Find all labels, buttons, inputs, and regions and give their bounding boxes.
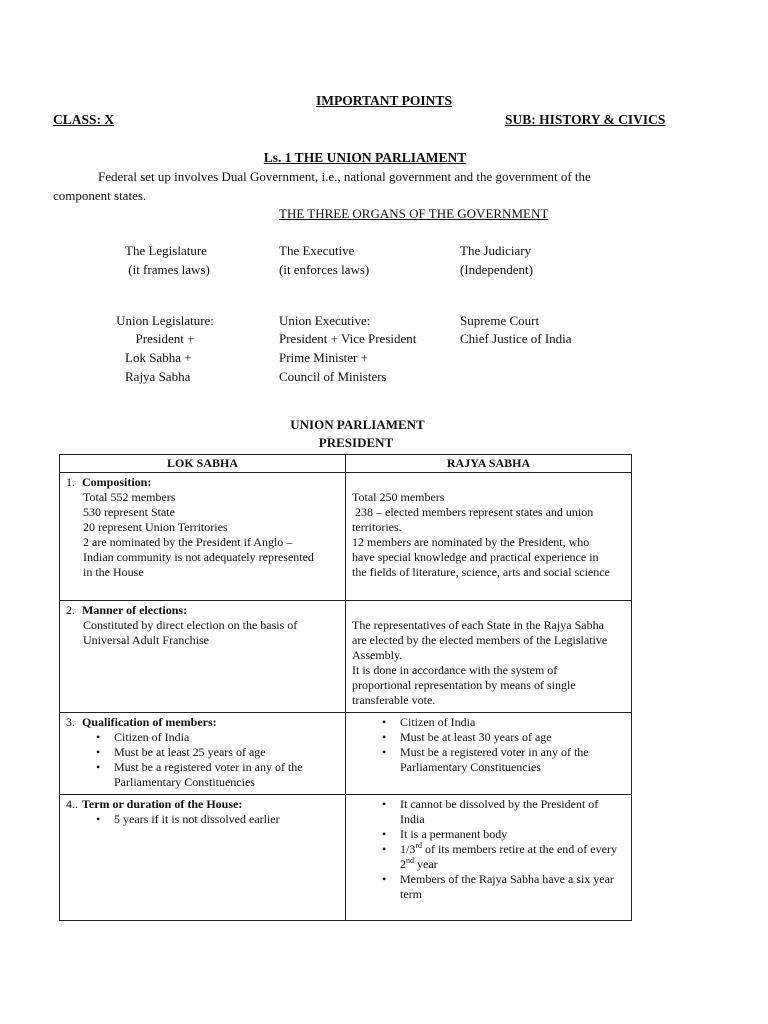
row-label: Manner of elections: bbox=[82, 603, 188, 617]
union-judiciary-line: Chief Justice of India bbox=[460, 331, 572, 346]
cell-line: Indian community is not adequately represented bbox=[83, 550, 314, 564]
year-number: 2 bbox=[400, 857, 406, 871]
list-item: • It cannot be dissolved by the President of India bbox=[382, 797, 625, 827]
rajya-sabha-composition-cell bbox=[346, 473, 632, 601]
list-item: • Members of the Rajya Sabha have a six year term bbox=[382, 872, 625, 902]
cell-line: proportional representation by means of single bbox=[352, 678, 576, 692]
union-legislature-line: Lok Sabha + bbox=[125, 350, 192, 365]
union-executive-line: Prime Minister + bbox=[279, 350, 368, 365]
cell-line: Assembly. bbox=[352, 648, 403, 662]
union-executive-line: Union Executive: bbox=[279, 313, 371, 328]
row-number: 4.. bbox=[66, 797, 78, 811]
rajya-sabha-elections-cell bbox=[346, 601, 632, 713]
list-item: • Must be at least 25 years of age bbox=[96, 745, 339, 760]
cell-line: transferable vote. bbox=[352, 693, 436, 707]
intro-text-line-2: component states. bbox=[53, 188, 147, 203]
cell-line: Universal Adult Franchise bbox=[83, 633, 209, 647]
cell-line: 20 represent Union Territories bbox=[83, 520, 228, 534]
cell-line: the fields of literature, science, arts and social science bbox=[352, 565, 610, 579]
organ-executive-name: The Executive bbox=[279, 243, 355, 258]
table-row-qualification bbox=[60, 713, 632, 795]
cell-line: 12 members are nominated by the President, who bbox=[352, 535, 590, 549]
table-row-composition bbox=[60, 473, 632, 601]
organ-executive-desc: (it enforces laws) bbox=[279, 262, 370, 277]
row-number: 1. bbox=[66, 475, 75, 489]
page-title: IMPORTANT POINTS bbox=[316, 93, 452, 108]
union-legislature-line: Rajya Sabha bbox=[125, 369, 191, 384]
rajya-sabha-qualification-cell bbox=[346, 713, 632, 795]
lok-sabha-composition-cell bbox=[60, 473, 346, 601]
lok-sabha-term-cell bbox=[60, 795, 346, 921]
cell-line: have special knowledge and practical experience in bbox=[352, 550, 599, 564]
table-row-elections bbox=[60, 601, 632, 713]
fraction-text: 1/3 bbox=[400, 842, 416, 856]
subject-label: SUB: HISTORY & CIVICS bbox=[505, 112, 666, 127]
row-label: Term or duration of the House: bbox=[82, 797, 243, 811]
list-item: • Must be a registered voter in any of the Parliamentary Constituencies bbox=[382, 745, 625, 775]
list-item: • Citizen of India bbox=[382, 715, 625, 730]
president-heading: PRESIDENT bbox=[318, 435, 394, 450]
cell-line: 2 are nominated by the President if Anglo – bbox=[83, 535, 293, 549]
row-number: 3. bbox=[66, 715, 75, 729]
item-text: of its members retire at the end of every bbox=[422, 842, 617, 856]
row-label: Composition: bbox=[82, 475, 152, 489]
lok-rajya-comparison-table bbox=[59, 454, 632, 921]
union-legislature-line: Union Legislature: bbox=[116, 313, 214, 328]
union-legislature-line: President + bbox=[135, 331, 195, 346]
union-executive-line: President + Vice President bbox=[279, 331, 417, 346]
row-label: Qualification of members: bbox=[82, 715, 217, 729]
list-item: • Citizen of India bbox=[96, 730, 339, 745]
ordinal-suffix: nd bbox=[406, 856, 414, 865]
organ-legislature-desc: (it frames laws) bbox=[125, 262, 210, 277]
cell-line: territories. bbox=[352, 520, 402, 534]
cell-line: It is done in accordance with the system of bbox=[352, 663, 558, 677]
intro-text-line-1: Federal set up involves Dual Government, i.e., national government and the government of the bbox=[98, 169, 591, 184]
organ-judiciary-desc: (Independent) bbox=[460, 262, 533, 277]
table-header-row bbox=[60, 455, 632, 473]
organ-legislature-name: The Legislature bbox=[125, 243, 207, 258]
column-header-rajya-sabha: RAJYA SABHA bbox=[346, 455, 632, 473]
row-number: 2. bbox=[66, 603, 75, 617]
cell-line: 238 – elected members represent states and union bbox=[352, 505, 594, 519]
cell-line: Constituted by direct election on the basis of bbox=[83, 618, 298, 632]
list-item: • Must be at least 30 years of age bbox=[382, 730, 625, 745]
organs-heading: THE THREE ORGANS OF THE GOVERNMENT bbox=[279, 206, 549, 221]
organ-judiciary-name: The Judiciary bbox=[460, 243, 532, 258]
ordinal-suffix: rd bbox=[415, 841, 423, 850]
column-header-lok-sabha: LOK SABHA bbox=[60, 455, 346, 473]
cell-line: in the House bbox=[83, 565, 144, 579]
cell-line: Total 250 members bbox=[352, 490, 445, 504]
lok-sabha-elections-cell bbox=[60, 601, 346, 713]
lok-sabha-qualification-cell bbox=[60, 713, 346, 795]
rajya-sabha-term-cell bbox=[346, 795, 632, 921]
list-item: • It is a permanent body bbox=[382, 827, 625, 842]
cell-line: 530 represent State bbox=[83, 505, 175, 519]
cell-line: Total 552 members bbox=[83, 490, 176, 504]
class-label: CLASS: X bbox=[53, 112, 115, 127]
cell-line: are elected by the elected members of the Legislative bbox=[352, 633, 608, 647]
cell-line: The representatives of each State in the Rajya Sabha bbox=[352, 618, 604, 632]
union-judiciary-line: Supreme Court bbox=[460, 313, 540, 328]
list-item bbox=[382, 842, 625, 872]
union-parliament-heading: UNION PARLIAMENT bbox=[290, 417, 425, 432]
item-text: year bbox=[414, 857, 438, 871]
table-row-term bbox=[60, 795, 632, 921]
list-item: • Must be a registered voter in any of the Parliamentary Constituencies bbox=[96, 760, 339, 790]
lesson-title: Ls. 1 THE UNION PARLIAMENT bbox=[263, 150, 467, 165]
union-executive-line: Council of Ministers bbox=[279, 369, 387, 384]
list-item: • 5 years if it is not dissolved earlier bbox=[96, 812, 339, 827]
